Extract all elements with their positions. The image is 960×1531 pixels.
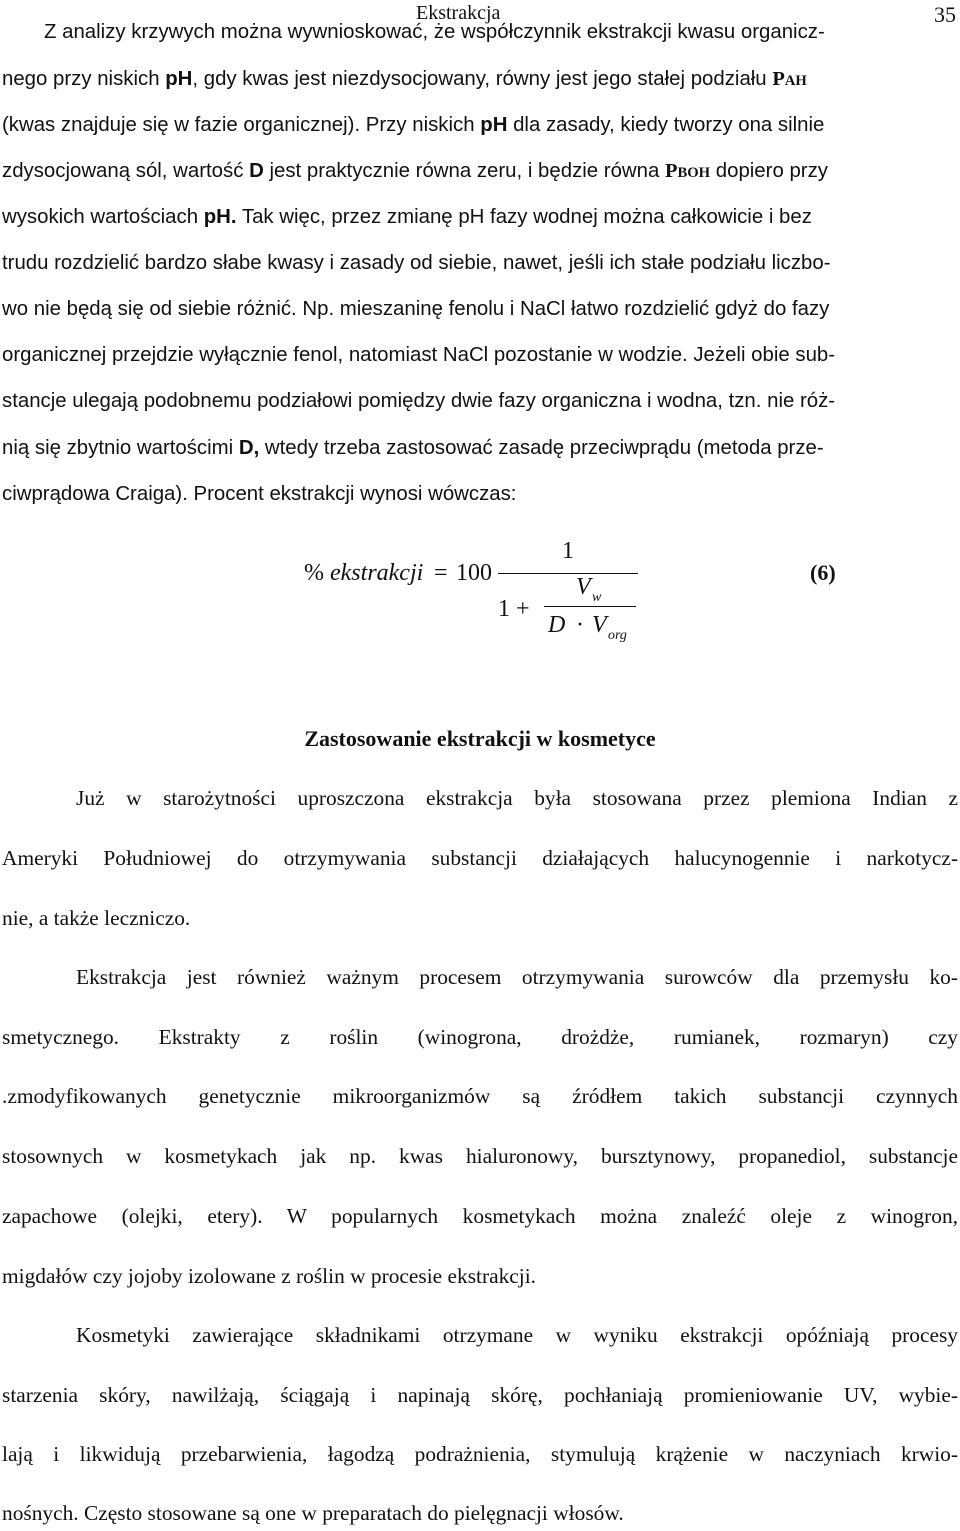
para1-line-10: nią się zbytnio wartościmi D, wtedy trzeba zastosować zasadę przeciwprądu (metoda prze- [2, 437, 824, 459]
section-p1-line-2: Ameryki Południowej do otrzymywania substancji działających halucynogennie i narkotycz- [2, 846, 958, 870]
page-number: 35 [934, 2, 956, 27]
formula-d: D [548, 612, 566, 638]
para1-line-8: organicznej przejdzie wyłącznie fenol, natomiast NaCl pozostanie w wodzie. Jeżeli obie sub- [2, 344, 836, 366]
section-p2-line-3: .zmodyfikowanych genetycznie mikroorganizmów są źródłem takich substancji czynnych [2, 1084, 958, 1108]
formula-equals: = [434, 560, 448, 586]
section-p1-line-3: nie, a także leczniczo. [2, 906, 191, 930]
section-p1-line-1: Już w starożytności uproszczona ekstrakcja była stosowana przez plemiona Indian z [76, 786, 958, 810]
running-title: Ekstrakcja [416, 2, 501, 24]
formula-vorg: V [592, 612, 607, 638]
para1-line-11: ciwprądowa Craiga). Procent ekstrakcji wynosi wówczas: [2, 483, 517, 505]
para1-line-6: trudu rozdzielić bardzo słabe kwasy i zasady od siebie, nawet, jeśli ich stałe podziału liczbo- [2, 252, 831, 274]
formula-percent: % [304, 560, 324, 586]
formula-main-fraction-bar [498, 573, 638, 574]
section-p3-line-3: lają i likwidują przebarwienia, łagodzą podrażnienia, stymulują krążenie w naczyniach krwio- [2, 1442, 958, 1466]
section-p2-line-1: Ekstrakcja jest również ważnym procesem otrzymywania surowców dla przemysłu ko- [76, 965, 958, 989]
section-p3-line-1: Kosmetyki zawierające składnikami otrzymane w wyniku ekstrakcji opóźniają procesy [76, 1323, 958, 1347]
formula-vorg-subscript: org [608, 628, 627, 643]
formula-vw: V [576, 574, 591, 600]
formula-one-plus: 1 + [498, 596, 530, 622]
formula-vw-subscript: w [592, 590, 602, 605]
section-heading: Zastosowanie ekstrakcji w kosmetyce [304, 726, 656, 751]
section-p2-line-4: stosownych w kosmetykach jak np. kwas hialuronowy, bursztynowy, propanediol, substancje [2, 1144, 958, 1168]
extraction-formula [300, 540, 860, 650]
formula-dot: · [576, 612, 584, 638]
para1-line-9: stancje ulegają podobnemu podziałowi pomiędzy dwie fazy organiczna i wodna, tzn. nie róż- [2, 390, 836, 412]
para1-line-4: zdysocjowaną sól, wartość D jest praktycznie równa zeru, i będzie równa PBOH dopiero przy [2, 160, 828, 182]
section-p2-line-2: smetycznego. Ekstrakty z roślin (winogrona, drożdże, rumianek, rozmaryn) czy [2, 1025, 958, 1049]
formula-lhs-word: ekstrakcji [330, 560, 424, 586]
para1-line-2: nego przy niskich pH, gdy kwas jest niezdysocjowany, równy jest jego stałej podziału PAH [2, 68, 807, 90]
section-p3-line-2: starzenia skóry, nawilżają, ściągają i napinają skórę, pochłaniają promieniowanie UV, wybie- [2, 1383, 958, 1407]
section-p2-line-6: migdałów czy jojoby izolowane z roślin w procesie ekstrakcji. [2, 1264, 537, 1288]
formula-inner-fraction-bar [544, 606, 636, 607]
section-p2-line-5: zapachowe (olejki, etery). W popularnych kosmetykach można znaleźć oleje z winogron, [2, 1204, 958, 1228]
formula-number: (6) [810, 560, 836, 585]
formula-coefficient: 100 [456, 560, 492, 586]
formula-numerator: 1 [562, 538, 574, 564]
para1-line-7: wo nie będą się od siebie różnić. Np. mieszaninę fenolu i NaCl łatwo rozdzielić gdyż do fazy [2, 298, 830, 320]
section-p3-line-4: nośnych. Często stosowane są one w preparatach do pielęgnacji włosów. [2, 1501, 624, 1525]
para1-line-5: wysokich wartościach pH. Tak więc, przez zmianę pH fazy wodnej można całkowicie i bez [2, 206, 812, 228]
para1-line-1: Z analizy krzywych można wywnioskować, że współczynnik ekstrakcji kwasu organicz- [44, 21, 825, 43]
para1-line-3: (kwas znajduje się w fazie organicznej). Przy niskich pH dla zasady, kiedy tworzy ona silnie [2, 114, 825, 136]
